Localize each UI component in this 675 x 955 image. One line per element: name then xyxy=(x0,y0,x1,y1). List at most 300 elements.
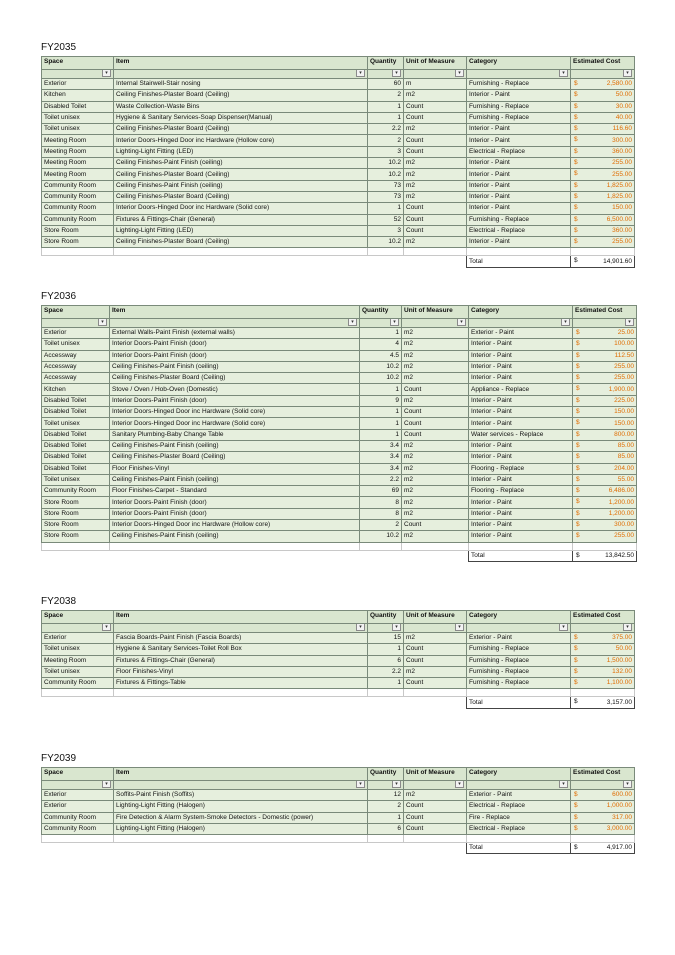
table-row xyxy=(42,101,635,112)
cell-category: Flooring - Replace xyxy=(469,486,573,497)
column-header-space: Space xyxy=(42,611,114,624)
cost-value: 255.00 xyxy=(614,363,634,371)
cell-quantity: 9 xyxy=(360,395,402,406)
cell-item: Ceiling Finishes-Paint Finish (ceiling) xyxy=(110,531,360,542)
table-row xyxy=(42,474,637,485)
dropdown-filter-icon[interactable]: ▾ xyxy=(455,624,464,632)
total-value xyxy=(573,550,637,561)
cell-cost xyxy=(573,463,637,474)
cell-unit: Count xyxy=(404,655,467,666)
cell-cost xyxy=(571,79,635,90)
currency-symbol: $ xyxy=(574,645,578,653)
cell-quantity: 69 xyxy=(360,486,402,497)
cost-value: 1,200.00 xyxy=(608,498,634,506)
cell-space: Store Room xyxy=(42,497,110,508)
filter-cell-quantity xyxy=(368,624,404,633)
dropdown-filter-icon[interactable]: ▾ xyxy=(559,781,568,789)
cell-unit: m2 xyxy=(402,373,469,384)
cell-space: Exterior xyxy=(42,790,114,801)
cell-category: Interior - Paint xyxy=(467,203,571,214)
cost-value: 255.00 xyxy=(612,159,632,167)
column-header-quantity: Quantity xyxy=(368,57,404,70)
currency-symbol: $ xyxy=(576,487,580,495)
currency-symbol: $ xyxy=(576,362,580,370)
table-row xyxy=(42,531,637,542)
cell-unit: m2 xyxy=(402,350,469,361)
cost-value: 1,500.00 xyxy=(606,656,632,664)
blank-cell xyxy=(42,542,110,550)
dropdown-filter-icon[interactable]: ▾ xyxy=(623,624,632,632)
total-label: Total xyxy=(467,256,571,267)
cost-value: 600.00 xyxy=(612,791,632,799)
cost-value: 132.00 xyxy=(612,668,632,676)
cell-item: Ceiling Finishes-Plaster Board (Ceiling) xyxy=(110,452,360,463)
cell-cost xyxy=(571,801,635,812)
total-value xyxy=(571,256,635,267)
currency-symbol: $ xyxy=(574,226,578,234)
cell-category: Interior - Paint xyxy=(467,169,571,180)
cell-unit: m2 xyxy=(402,328,469,339)
cell-unit: m2 xyxy=(404,158,467,169)
dropdown-filter-icon[interactable]: ▾ xyxy=(102,781,111,789)
cell-cost xyxy=(573,373,637,384)
cell-category: Interior - Paint xyxy=(467,135,571,146)
cell-quantity: 10.2 xyxy=(368,237,404,248)
table-row xyxy=(42,158,635,169)
cell-category: Interior - Paint xyxy=(469,508,573,519)
currency-symbol: $ xyxy=(574,204,578,212)
total-value xyxy=(571,843,635,854)
cell-category: Furnishing - Replace xyxy=(467,112,571,123)
blank-cell xyxy=(404,835,467,843)
cell-unit: Count xyxy=(402,429,469,440)
cell-category: Interior - Paint xyxy=(467,180,571,191)
section-title: FY2039 xyxy=(41,753,77,764)
cell-item: Lighting-Light Fitting (Halogen) xyxy=(114,823,368,834)
dropdown-filter-icon[interactable]: ▾ xyxy=(561,319,570,327)
column-header-space: Space xyxy=(42,768,114,781)
total-label: Total xyxy=(469,550,573,561)
cell-quantity: 6 xyxy=(368,823,404,834)
cell-unit: Count xyxy=(402,418,469,429)
cost-value: 150.00 xyxy=(612,204,632,212)
currency-symbol: $ xyxy=(576,551,580,559)
cell-item: Interior Doors-Paint Finish (door) xyxy=(110,497,360,508)
dropdown-filter-icon[interactable]: ▾ xyxy=(356,624,365,632)
currency-symbol: $ xyxy=(576,521,580,529)
blank-cell xyxy=(469,542,573,550)
filter-row xyxy=(42,70,635,79)
cell-unit: m xyxy=(404,79,467,90)
cell-item: Floor Finishes-Carpet - Standard xyxy=(110,486,360,497)
blank-cell xyxy=(368,689,404,697)
filter-cell-cost xyxy=(571,781,635,790)
cell-quantity: 6 xyxy=(368,655,404,666)
table-row xyxy=(42,79,635,90)
cell-quantity: 10.2 xyxy=(368,158,404,169)
dropdown-filter-icon[interactable]: ▾ xyxy=(455,70,464,78)
column-header-item: Item xyxy=(114,768,368,781)
currency-symbol: $ xyxy=(574,102,578,110)
cell-space: Community Room xyxy=(42,214,114,225)
cell-quantity: 4.5 xyxy=(360,350,402,361)
cell-item: Hygiene & Sanitary Services-Toilet Roll Box xyxy=(114,644,368,655)
currency-symbol: $ xyxy=(576,441,580,449)
column-header-unit: Unit of Measure xyxy=(404,611,467,624)
table-row xyxy=(42,135,635,146)
dropdown-filter-icon[interactable]: ▾ xyxy=(102,624,111,632)
cost-value: 100.00 xyxy=(614,340,634,348)
cell-space: Store Room xyxy=(42,225,114,236)
column-header-item: Item xyxy=(114,57,368,70)
currency-symbol: $ xyxy=(576,453,580,461)
empty-cell xyxy=(42,843,114,854)
empty-cell xyxy=(114,843,368,854)
column-header-category: Category xyxy=(469,306,573,319)
cell-space: Disabled Toilet xyxy=(42,407,110,418)
filter-cell-quantity xyxy=(368,781,404,790)
fy-section xyxy=(41,753,635,854)
cell-space: Community Room xyxy=(42,823,114,834)
table-row xyxy=(42,790,635,801)
empty-cell xyxy=(42,550,110,561)
filter-cell-category xyxy=(467,624,571,633)
dropdown-filter-icon[interactable]: ▾ xyxy=(392,624,401,632)
cell-space: Exterior xyxy=(42,328,110,339)
cell-category: Interior - Paint xyxy=(467,90,571,101)
table-row xyxy=(42,463,637,474)
cost-table xyxy=(41,767,635,854)
currency-symbol: $ xyxy=(576,498,580,506)
total-row xyxy=(42,843,635,854)
currency-symbol: $ xyxy=(576,351,580,359)
cell-unit: m2 xyxy=(402,486,469,497)
cost-table xyxy=(41,610,635,709)
table-body xyxy=(42,328,637,543)
cost-value: 375.00 xyxy=(612,634,632,642)
cell-cost xyxy=(573,328,637,339)
blank-cell xyxy=(467,835,571,843)
cell-cost xyxy=(573,520,637,531)
table-row xyxy=(42,180,635,191)
blank-cell xyxy=(42,835,114,843)
table-row xyxy=(42,440,637,451)
table-row xyxy=(42,823,635,834)
cell-space: Meeting Room xyxy=(42,135,114,146)
cell-item: Floor Finishes-Vinyl xyxy=(110,463,360,474)
table-row xyxy=(42,395,637,406)
cell-item: Ceiling Finishes-Paint Finish (ceiling) xyxy=(110,361,360,372)
cell-item: Interior Doors-Paint Finish (door) xyxy=(110,508,360,519)
filter-cell-item xyxy=(114,70,368,79)
currency-symbol: $ xyxy=(574,257,578,265)
table-row xyxy=(42,655,635,666)
currency-symbol: $ xyxy=(574,192,578,200)
currency-symbol: $ xyxy=(574,91,578,99)
dropdown-filter-icon[interactable]: ▾ xyxy=(98,319,107,327)
currency-symbol: $ xyxy=(574,656,578,664)
cell-space: Toilet unisex xyxy=(42,339,110,350)
cell-unit: Count xyxy=(404,823,467,834)
cell-item: Floor Finishes-Vinyl xyxy=(114,666,368,677)
table-row xyxy=(42,429,637,440)
filter-cell-quantity xyxy=(360,319,402,328)
table-row xyxy=(42,112,635,123)
cell-cost xyxy=(571,225,635,236)
cell-unit: m2 xyxy=(402,508,469,519)
cell-cost xyxy=(573,474,637,485)
dropdown-filter-icon[interactable]: ▾ xyxy=(625,319,634,327)
column-header-item: Item xyxy=(114,611,368,624)
cell-space: Toilet unisex xyxy=(42,474,110,485)
cell-space: Toilet unisex xyxy=(42,666,114,677)
section-title: FY2035 xyxy=(41,42,77,53)
cell-quantity: 2.2 xyxy=(368,124,404,135)
table-row xyxy=(42,497,637,508)
column-header-cost: Estimated Cost xyxy=(571,57,635,70)
cost-value: 255.00 xyxy=(612,170,632,178)
cell-quantity: 73 xyxy=(368,191,404,202)
cell-item: Ceiling Finishes-Plaster Board (Ceiling) xyxy=(114,124,368,135)
cell-unit: m2 xyxy=(404,633,467,644)
cell-category: Interior - Paint xyxy=(469,497,573,508)
currency-symbol: $ xyxy=(574,791,578,798)
cell-category: Furnishing - Replace xyxy=(467,666,571,677)
blank-cell xyxy=(360,542,402,550)
cell-item: Hygiene & Sanitary Services-Soap Dispenser(Manual) xyxy=(114,112,368,123)
filter-cell-unit xyxy=(402,319,469,328)
cost-table xyxy=(41,56,635,268)
empty-cell xyxy=(42,697,114,708)
currency-symbol: $ xyxy=(576,385,580,393)
cell-unit: m2 xyxy=(404,124,467,135)
filter-cell-cost xyxy=(571,70,635,79)
cell-cost xyxy=(573,339,637,350)
cell-category: Furnishing - Replace xyxy=(467,655,571,666)
cell-quantity: 1 xyxy=(360,407,402,418)
cost-value: 6,500.00 xyxy=(606,215,632,223)
dropdown-filter-icon[interactable]: ▾ xyxy=(348,319,357,327)
currency-symbol: $ xyxy=(576,464,580,472)
blank-row xyxy=(42,248,635,256)
cell-space: Meeting Room xyxy=(42,146,114,157)
cell-category: Electrical - Replace xyxy=(467,225,571,236)
currency-symbol: $ xyxy=(574,136,578,144)
cell-quantity: 1 xyxy=(368,644,404,655)
cell-item: Internal Stairwell-Stair nosing xyxy=(114,79,368,90)
table-row xyxy=(42,124,635,135)
cost-value: 1,825.00 xyxy=(606,193,632,201)
cell-item: Soffits-Paint Finish (Soffits) xyxy=(114,790,368,801)
currency-symbol: $ xyxy=(576,509,580,517)
table-row xyxy=(42,169,635,180)
dropdown-filter-icon[interactable]: ▾ xyxy=(390,319,399,327)
currency-symbol: $ xyxy=(574,181,578,189)
cell-category: Furnishing - Replace xyxy=(467,101,571,112)
cost-value: 30.00 xyxy=(615,102,632,110)
dropdown-filter-icon[interactable]: ▾ xyxy=(392,70,401,78)
cell-space: Disabled Toilet xyxy=(42,440,110,451)
table-row xyxy=(42,146,635,157)
cell-quantity: 60 xyxy=(368,79,404,90)
cell-unit: m2 xyxy=(402,497,469,508)
cell-cost xyxy=(573,429,637,440)
currency-symbol: $ xyxy=(576,532,580,540)
dropdown-filter-icon[interactable]: ▾ xyxy=(455,781,464,789)
currency-symbol: $ xyxy=(574,698,578,706)
total-amount: 13,842.50 xyxy=(605,551,634,559)
cell-quantity: 73 xyxy=(368,180,404,191)
cell-cost xyxy=(571,823,635,834)
cell-unit: m2 xyxy=(402,339,469,350)
cell-space: Store Room xyxy=(42,237,114,248)
filter-cell-cost xyxy=(571,624,635,633)
table-row xyxy=(42,384,637,395)
dropdown-filter-icon[interactable]: ▾ xyxy=(559,70,568,78)
filter-cell-space xyxy=(42,781,114,790)
cell-category: Interior - Paint xyxy=(469,520,573,531)
cost-value: 6,486.00 xyxy=(608,487,634,495)
cell-unit: m2 xyxy=(404,180,467,191)
filter-cell-quantity xyxy=(368,70,404,79)
cell-unit: m2 xyxy=(404,191,467,202)
cell-unit: m2 xyxy=(404,666,467,677)
cell-unit: Count xyxy=(404,225,467,236)
blank-cell xyxy=(571,835,635,843)
column-header-cost: Estimated Cost xyxy=(571,768,635,781)
cell-quantity: 8 xyxy=(360,508,402,519)
dropdown-filter-icon[interactable]: ▾ xyxy=(623,781,632,789)
table-row xyxy=(42,644,635,655)
fy-section xyxy=(41,291,637,562)
blank-row xyxy=(42,835,635,843)
cost-value: 85.00 xyxy=(617,442,634,450)
column-header-space: Space xyxy=(42,306,110,319)
cell-cost xyxy=(571,180,635,191)
cell-quantity: 2.2 xyxy=(360,474,402,485)
cell-space: Kitchen xyxy=(42,384,110,395)
cell-cost xyxy=(571,633,635,644)
cell-category: Interior - Paint xyxy=(467,191,571,202)
table-row xyxy=(42,373,637,384)
column-header-space: Space xyxy=(42,57,114,70)
cell-item: Interior Doors-Hinged Door inc Hardware (Hollow core) xyxy=(110,520,360,531)
column-header-quantity: Quantity xyxy=(368,611,404,624)
cell-item: Stove / Oven / Hob-Oven (Domestic) xyxy=(110,384,360,395)
table-row xyxy=(42,678,635,689)
currency-symbol: $ xyxy=(574,844,578,852)
cell-cost xyxy=(573,440,637,451)
cell-quantity: 10.2 xyxy=(368,169,404,180)
cell-item: Interior Doors-Paint Finish (door) xyxy=(110,395,360,406)
column-header-quantity: Quantity xyxy=(360,306,402,319)
cell-category: Flooring - Replace xyxy=(469,463,573,474)
cell-unit: m2 xyxy=(402,440,469,451)
filter-cell-item xyxy=(114,781,368,790)
cell-category: Interior - Paint xyxy=(469,440,573,451)
cell-category: Electrical - Replace xyxy=(467,823,571,834)
dropdown-filter-icon[interactable]: ▾ xyxy=(356,781,365,789)
cell-category: Interior - Paint xyxy=(467,124,571,135)
cell-unit: Count xyxy=(404,812,467,823)
cell-unit: m2 xyxy=(404,169,467,180)
column-header-cost: Estimated Cost xyxy=(573,306,637,319)
cell-space: Toilet unisex xyxy=(42,112,114,123)
cell-quantity: 2.2 xyxy=(368,666,404,677)
cell-category: Appliance - Replace xyxy=(469,384,573,395)
cell-cost xyxy=(571,644,635,655)
cell-cost xyxy=(573,508,637,519)
cell-unit: m2 xyxy=(402,452,469,463)
blank-cell xyxy=(467,248,571,256)
cell-space: Community Room xyxy=(42,678,114,689)
currency-symbol: $ xyxy=(574,215,578,223)
cell-space: Toilet unisex xyxy=(42,124,114,135)
dropdown-filter-icon[interactable]: ▾ xyxy=(102,70,111,78)
filter-cell-category xyxy=(469,319,573,328)
dropdown-filter-icon[interactable]: ▾ xyxy=(457,319,466,327)
total-amount: 4,917.00 xyxy=(606,844,632,852)
cell-cost xyxy=(571,124,635,135)
cost-value: 255.00 xyxy=(612,238,632,246)
table-body xyxy=(42,633,635,689)
filter-row xyxy=(42,781,635,790)
dropdown-filter-icon[interactable]: ▾ xyxy=(559,624,568,632)
cell-space: Exterior xyxy=(42,633,114,644)
cost-value: 2,580.00 xyxy=(606,80,632,88)
cell-unit: m2 xyxy=(402,474,469,485)
filter-cell-space xyxy=(42,624,114,633)
cell-item: Ceiling Finishes-Paint Finish (ceiling) xyxy=(110,474,360,485)
cell-unit: m2 xyxy=(404,90,467,101)
total-row xyxy=(42,550,637,561)
table-row xyxy=(42,328,637,339)
cell-category: Fire - Replace xyxy=(467,812,571,823)
dropdown-filter-icon[interactable]: ▾ xyxy=(392,781,401,789)
empty-cell xyxy=(114,697,368,708)
cost-value: 1,100.00 xyxy=(606,679,632,687)
table-row xyxy=(42,350,637,361)
cell-cost xyxy=(571,169,635,180)
table-row xyxy=(42,339,637,350)
cell-space: Toilet unisex xyxy=(42,644,114,655)
cell-cost xyxy=(571,666,635,677)
cell-space: Accessway xyxy=(42,373,110,384)
cell-quantity: 1 xyxy=(360,328,402,339)
currency-symbol: $ xyxy=(576,374,580,382)
cell-category: Furnishing - Replace xyxy=(467,79,571,90)
dropdown-filter-icon[interactable]: ▾ xyxy=(623,70,632,78)
table-row xyxy=(42,191,635,202)
currency-symbol: $ xyxy=(576,475,580,483)
cell-category: Interior - Paint xyxy=(469,418,573,429)
cell-space: Meeting Room xyxy=(42,169,114,180)
cell-item: Interior Doors-Hinged Door inc Hardware (Hollow core) xyxy=(114,135,368,146)
column-header-quantity: Quantity xyxy=(368,768,404,781)
currency-symbol: $ xyxy=(576,340,580,348)
cell-cost xyxy=(573,407,637,418)
table-row xyxy=(42,633,635,644)
cell-space: Community Room xyxy=(42,486,110,497)
table-body xyxy=(42,790,635,835)
cell-item: Interior Doors-Paint Finish (door) xyxy=(110,339,360,350)
filter-cell-item xyxy=(110,319,360,328)
filter-cell-category xyxy=(467,781,571,790)
cell-quantity: 1 xyxy=(368,812,404,823)
dropdown-filter-icon[interactable]: ▾ xyxy=(356,70,365,78)
cell-item: Ceiling Finishes-Plaster Board (Ceiling) xyxy=(114,237,368,248)
cell-quantity: 3.4 xyxy=(360,440,402,451)
